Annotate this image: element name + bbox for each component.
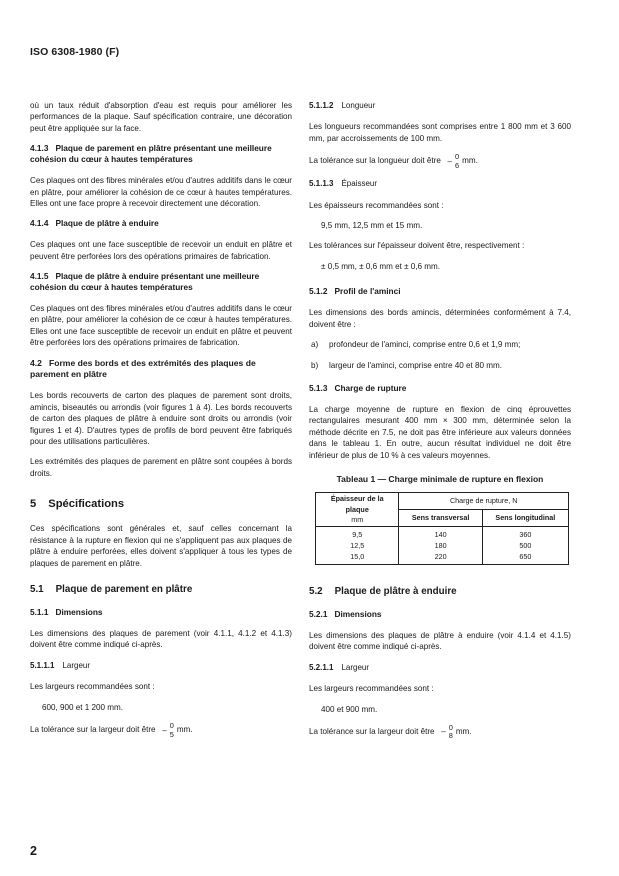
table-header-longitudinal: Sens longitudinal [482, 510, 568, 527]
section-5-1-3-heading: 5.1.3 Charge de rupture [309, 383, 407, 394]
section-5-1-1-1-text: Les largeurs recommandées sont : [30, 682, 155, 692]
section-4-1-3-heading: 4.1.3 Plaque de parement en plâtre présentant une meilleure cohésion du cœur à hautes températures [30, 143, 272, 165]
table-row [316, 551, 569, 565]
table-row [316, 527, 569, 541]
section-4-1-4-text: Ces plaques ont une face susceptible de recevoir un enduit en plâtre et peuvent être perforées lors des opérations primaires de fabrication. [30, 240, 292, 261]
table-cell: 180 [399, 540, 482, 551]
table-cell: 12,5 [316, 540, 399, 551]
section-5-1-1-3-text: Les épaisseurs recommandées sont : [309, 200, 444, 210]
table-cell: 220 [399, 551, 482, 565]
section-4-1-3-text: Ces plaques ont des fibres minérales et/ou d'autres additifs dans le cœur en plâtre, pour améliorer la cohésion de ce cœur à hautes températures. Elles ont une face propre à recevoir directement une décoration. [30, 176, 292, 208]
section-5-1-1-3-tolerance-text: Les tolérances sur l'épaisseur doivent être, respectivement : [309, 241, 525, 251]
section-5-2-1-heading: 5.2.1 Dimensions [309, 608, 382, 619]
section-5-1-2-text: Les dimensions des bords amincis, déterminées conformément à 7.4, doivent être : [309, 308, 571, 329]
section-4-1-4-heading: 4.1.4 Plaque de plâtre à enduire [30, 218, 159, 229]
list-item: b) largeur de l'aminci, comprise entre 40 et 80 mm. [311, 360, 502, 370]
intro-paragraph: où un taux réduit d'absorption d'eau est requis pour améliorer les performances de la plaque. Sauf spécification contraire, une décoration peut être appliquée sur la face. [30, 101, 292, 133]
standard-header: ISO 6308-1980 (F) [30, 46, 120, 58]
section-4-2-heading: 4.2 Forme des bords et des extrémités des plaques de parement en plâtre [30, 357, 256, 379]
section-5-1-1-1-values: 600, 900 et 1 200 mm. [42, 702, 123, 712]
table-row [316, 540, 569, 551]
table-cell: 140 [399, 527, 482, 541]
section-4-1-5-text: Ces plaques ont des fibres minérales et/ou d'autres additifs dans le cœur en plâtre, pour améliorer la cohésion de ce cœur à hautes températures. Elles ont une face susceptible de recevoir un enduit en plâtre et peuvent être perforées lors des opérations primaires de fabrication. [30, 303, 292, 348]
table-cell: 360 [482, 527, 568, 541]
section-5-1-1-1-heading: 5.1.1.1 Largeur [30, 660, 91, 670]
section-5-1-1-heading: 5.1.1 Dimensions [30, 607, 103, 618]
section-5-1-1-3-values: 9,5 mm, 12,5 mm et 15 mm. [321, 220, 423, 230]
list-item: a) profondeur de l'aminci, comprise entre 0,6 et 1,9 mm; [311, 340, 521, 350]
section-5-1-1-3-heading: 5.1.1.3 Épaisseur [309, 179, 378, 189]
table-cell: 650 [482, 551, 568, 565]
section-4-2-text-2: Les extrémités des plaques de parement en plâtre sont coupées à bords droits. [30, 457, 292, 478]
left-column [30, 100, 292, 747]
table-header-transverse: Sens transversal [399, 510, 482, 527]
section-5-2-heading: 5.2 Plaque de plâtre à enduire [309, 586, 457, 598]
section-5-1-1-2-heading: 5.1.1.2 Longueur [309, 101, 376, 110]
section-5-2-1-1-text: Les largeurs recommandées sont : [309, 684, 434, 694]
table-header-thickness: Épaisseur de la plaque mm [316, 493, 399, 527]
section-4-1-5-heading: 4.1.5 Plaque de plâtre à enduire présentant une meilleure cohésion du cœur à hautes températures [30, 271, 260, 292]
section-5-2-1-text: Les dimensions des plaques de plâtre à enduire (voir 4.1.4 et 4.1.5) doivent être comme indiqué ci-après. [309, 630, 571, 652]
section-5-2-1-1-tolerance: La tolérance sur la largeur doit être – 0 8 mm. [309, 723, 472, 741]
table-1-caption: Tableau 1 — Charge minimale de rupture en flexion [336, 474, 544, 485]
section-5-1-1-3-tolerance-values: ± 0,5 mm, ± 0,6 mm et ± 0,6 mm. [321, 261, 441, 271]
section-5-2-1-1-values: 400 et 900 mm. [321, 704, 378, 714]
right-column [309, 100, 571, 749]
page-number: 2 [30, 844, 37, 858]
section-5-1-heading: 5.1 Plaque de parement en plâtre [30, 584, 193, 596]
table-cell: 15,0 [316, 551, 399, 565]
section-5-1-1-2-text: Les longueurs recommandées sont comprises entre 1 800 mm et 3 600 mm, par accroissements de 100 mm. [309, 122, 571, 143]
section-4-2-text-1: Les bords recouverts de carton des plaques de parement sont droits, amincis, biseautés ou arrondis (voir figures 1 à 4). Les bords recouverts de carton des plaques de plâtre à enduire sont droits ou arrondis (voir figures 1 et 4). D'autres types de profils de bord peuvent être fabriqués pour des utilisations particulières. [30, 391, 292, 446]
table-cell: 500 [482, 540, 568, 551]
section-5-1-2-list [309, 339, 571, 371]
table-header-breaking-load: Charge de rupture, N [399, 493, 569, 510]
table-1 [315, 492, 569, 565]
section-5-1-2-heading: 5.1.2 Profil de l'aminci [309, 286, 401, 297]
table-cell: 9,5 [316, 527, 399, 541]
section-5-1-1-text: Les dimensions des plaques de parement (voir 4.1.1, 4.1.2 et 4.1.3) doivent être comme indiqué ci-après. [30, 628, 292, 650]
section-5-text: Ces spécifications sont générales et, sauf celles concernant la résistance à la rupture en flexion qui ne s'appliquent pas aux plaques de plâtre à enduire perforées, elles doivent s'appliquer à tous les types de plaques de parement en plâtre. [30, 524, 292, 568]
section-5-1-1-1-tolerance: La tolérance sur la largeur doit être – 0 5 mm. [30, 721, 193, 739]
section-5-heading: 5 Spécifications [30, 498, 125, 511]
section-5-2-1-1-heading: 5.2.1.1 Largeur [309, 662, 370, 672]
section-5-1-3-text: La charge moyenne de rupture en flexion de cinq éprouvettes rectangulaires mesurant 400 mm × 300 mm, déterminée selon la méthode décrite en 7.5, ne doit pas être inférieure aux valeurs données dans le tableau 1. En outre, aucun résultat individuel ne doit être inférieur de plus de 10 % à ces valeurs moyennes. [309, 404, 571, 460]
section-5-1-1-2-tolerance: La tolérance sur la longueur doit être – 0 6 mm. [309, 152, 478, 170]
